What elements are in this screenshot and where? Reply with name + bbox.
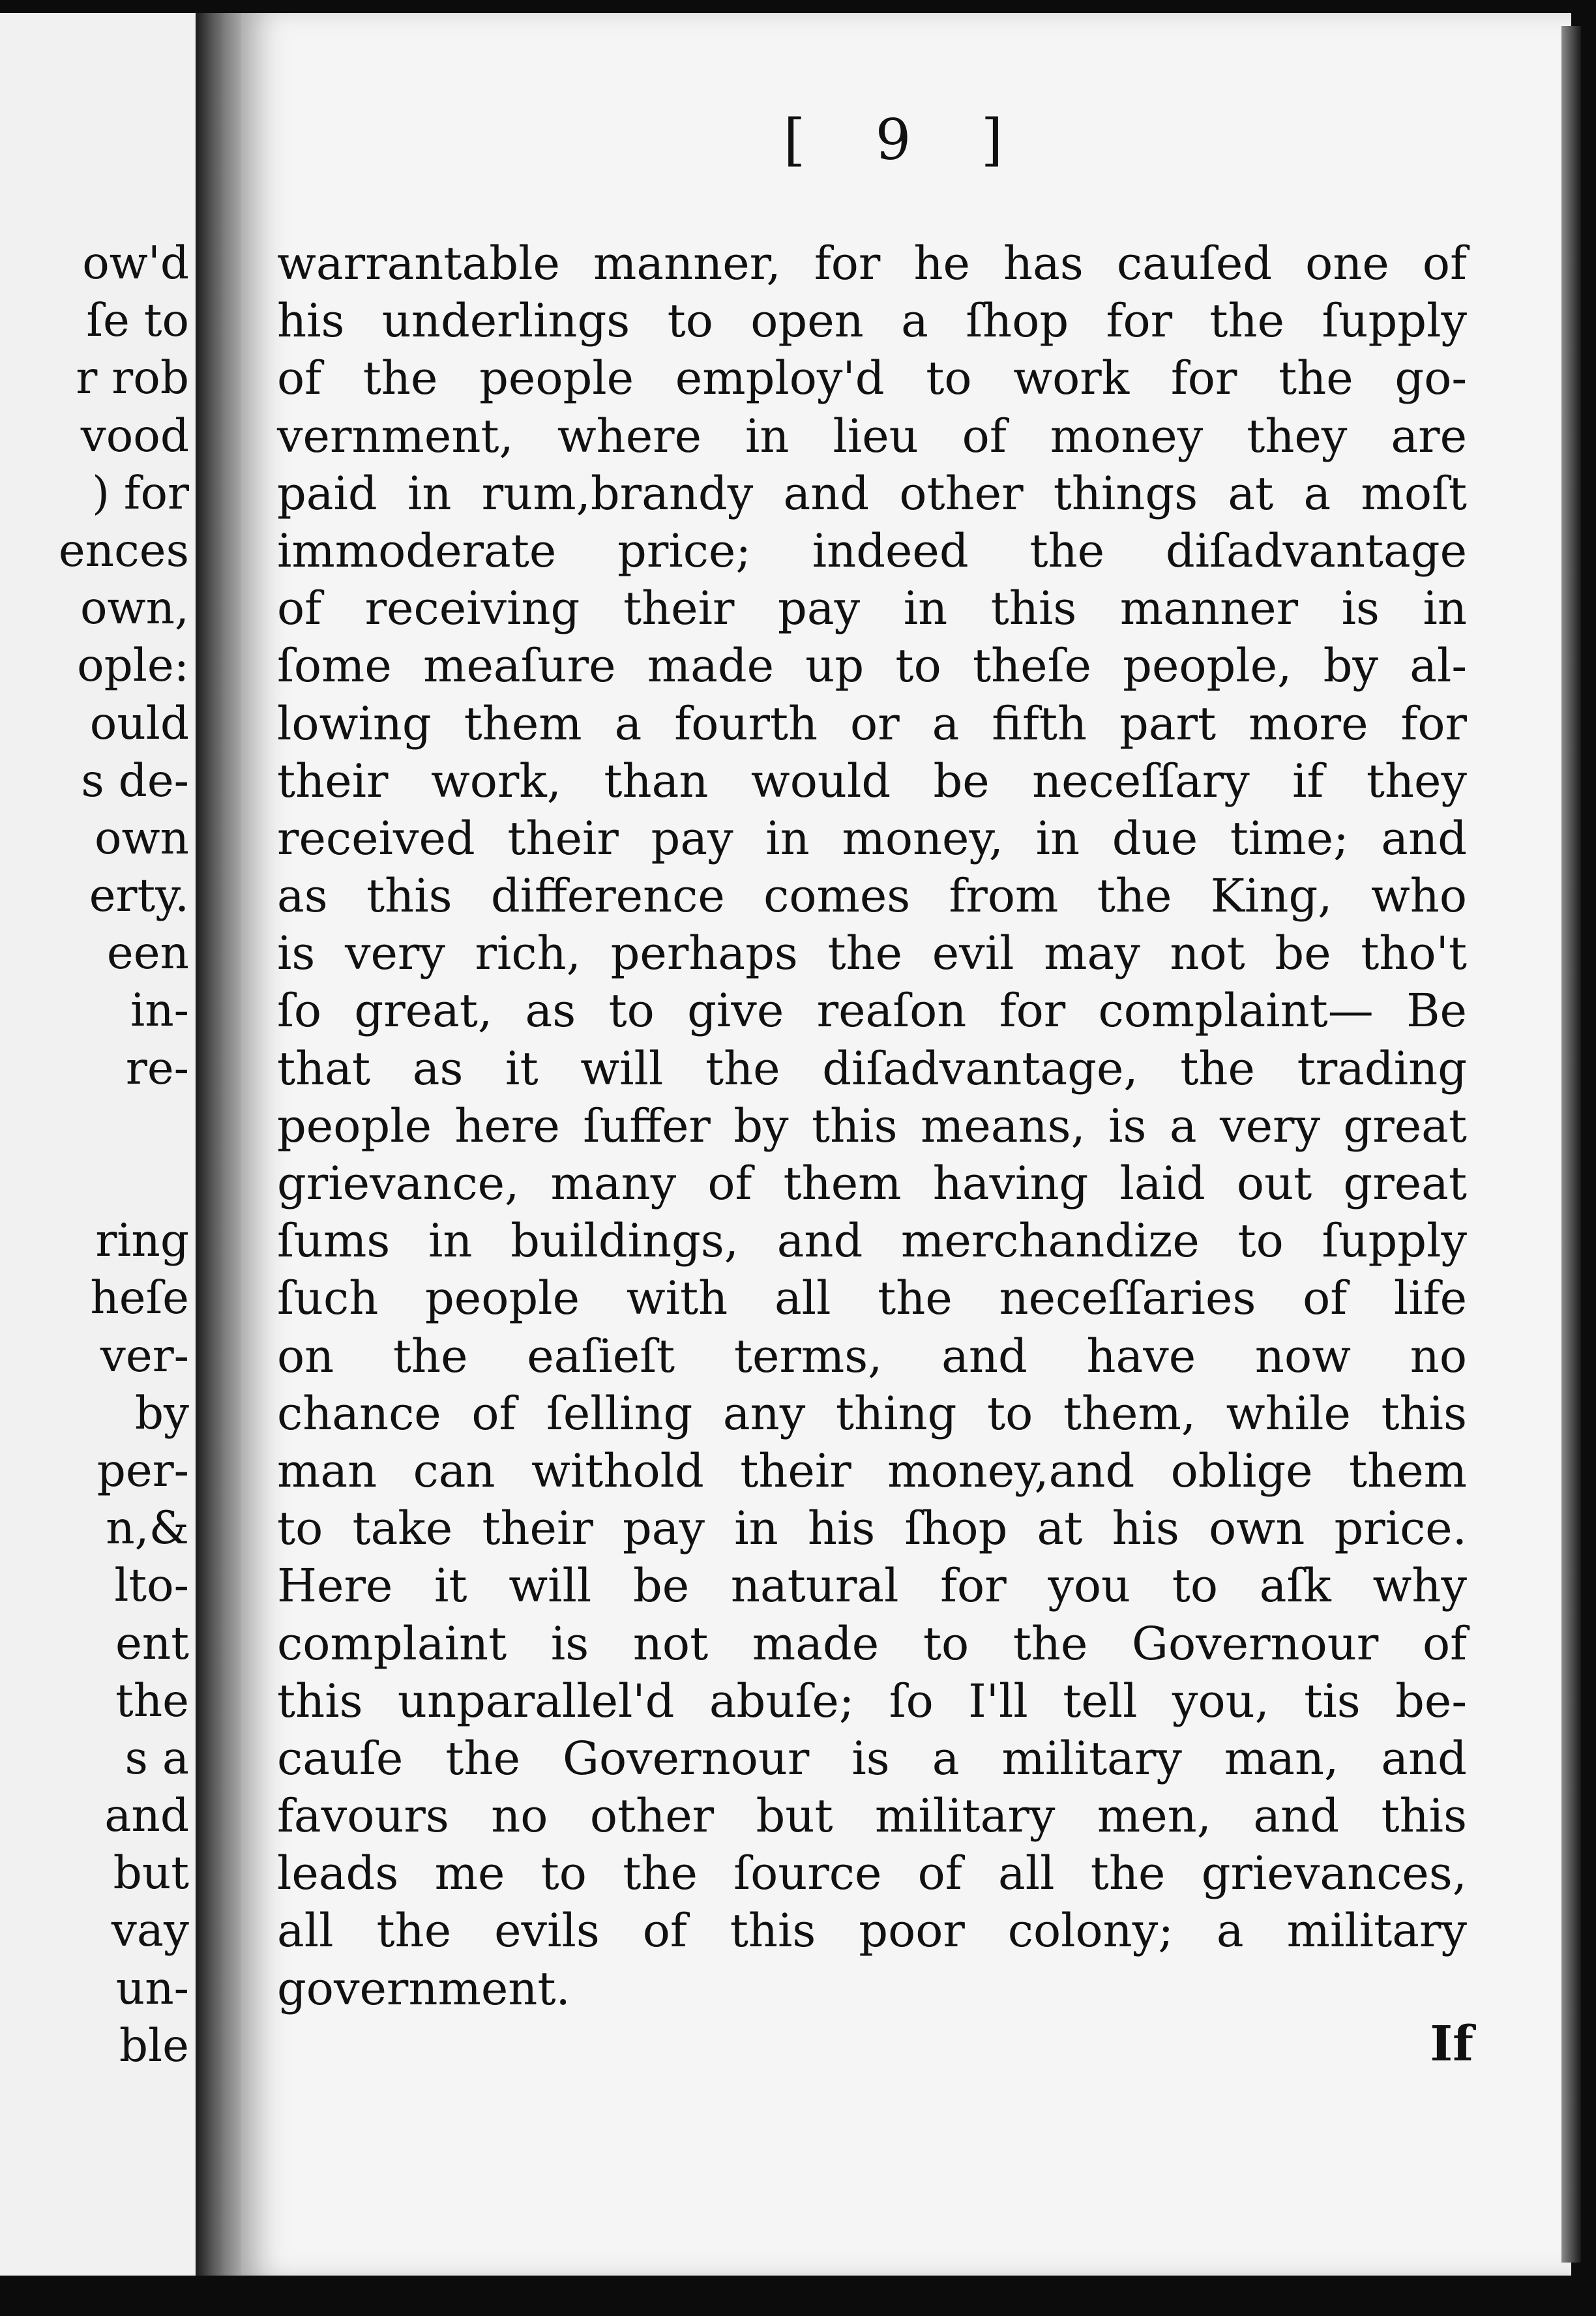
text-line: to take their pay in his ſhop at his own price.: [277, 1502, 1467, 1556]
left-fragment-line: by: [134, 1387, 189, 1440]
left-fragment-line: [59, 1097, 189, 1155]
text-line: favours no other but military men, and this: [277, 1789, 1467, 1843]
text-line: ſuch people with all the neceſſaries of life: [277, 1271, 1467, 1326]
text-line: received their pay in money, in due time; and: [277, 811, 1467, 865]
text-line: chance of ſelling any thing to them, while this: [277, 1386, 1467, 1440]
left-fragment-line: per-: [96, 1444, 189, 1497]
left-fragment-line: n,&: [106, 1502, 189, 1555]
left-fragment-line: erty.: [89, 870, 189, 923]
left-fragment-line: ent: [115, 1617, 189, 1670]
left-page: [0, 13, 196, 2276]
left-fragment-line: ble: [119, 2019, 189, 2072]
text-line: paid in rum,brandy and other things at a moſt: [277, 466, 1467, 520]
text-line: his underlings to open a ſhop for the ſupply: [277, 294, 1467, 348]
left-fragment-line: vay: [111, 1905, 189, 1957]
text-line: ſome meaſure made up to theſe people, by al-: [277, 639, 1467, 693]
left-fragment-line: ver-: [100, 1329, 189, 1382]
page-edge-shadow: [1561, 26, 1581, 2263]
left-fragment-line: vood: [80, 409, 189, 462]
body-text: [277, 235, 1467, 2017]
text-line: of receiving their pay in this manner is in: [277, 582, 1467, 636]
text-line: immoderate price; indeed the diſadvantage: [277, 524, 1467, 578]
text-line: grievance, many of them having laid out great: [277, 1157, 1467, 1210]
left-fragment-line: the: [115, 1674, 189, 1727]
text-line: their work, than would be neceſſary if they: [277, 754, 1467, 808]
left-fragment-line: re-: [125, 1042, 189, 1095]
catchword: If: [1430, 2016, 1473, 2072]
text-line: of the people employ'd to work for the go-: [277, 351, 1467, 406]
text-line: leads me to the ſource of all the grievances,: [277, 1847, 1467, 1901]
left-page-text-fragments: [59, 235, 189, 2075]
text-line: Here it will be natural for you to aſk why: [277, 1559, 1467, 1613]
left-fragment-line: in-: [130, 985, 189, 1037]
left-fragment-line: ring: [95, 1215, 189, 1268]
text-line: this unparallel'd abuſe; ſo I'll tell you, tis be-: [277, 1674, 1467, 1728]
page-number: [ 9 ]: [783, 108, 1029, 173]
left-fragment-line: heſe: [90, 1272, 189, 1325]
left-fragment-line: een: [106, 927, 189, 980]
left-fragment-line: and: [104, 1790, 189, 1843]
text-line: ſo great, as to give reaſon for complaint— Be: [277, 984, 1467, 1038]
left-fragment-line: own,: [80, 582, 189, 635]
left-fragment-line: ow'd: [82, 237, 189, 290]
text-line: as this difference comes from the King, who: [277, 869, 1467, 923]
text-line: government.: [277, 1961, 570, 2015]
text-line: people here ſuffer by this means, is a very great: [277, 1099, 1467, 1153]
text-line: that as it will the diſadvantage, the trading: [277, 1041, 1467, 1095]
left-fragment-line: r rob: [76, 352, 189, 405]
text-line: complaint is not made to the Governour of: [277, 1616, 1467, 1670]
text-line: warrantable manner, for he has cauſed one of: [277, 237, 1467, 290]
left-fragment-line: s a: [125, 1732, 189, 1785]
text-line: vernment, where in lieu of money they are: [277, 409, 1467, 463]
text-line: all the evils of this poor colony; a military: [277, 1904, 1467, 1958]
left-fragment-line: un-: [115, 1962, 189, 2015]
left-fragment-line: s de-: [81, 754, 189, 807]
text-line: is very rich, perhaps the evil may not be tho't: [277, 927, 1467, 981]
text-line: lowing them a fourth or a fifth part more for: [277, 696, 1467, 750]
text-line: man can withold their money,and oblige them: [277, 1444, 1467, 1498]
left-fragment-line: but: [113, 1847, 189, 1900]
text-line: ſums in buildings, and merchandize to ſupply: [277, 1214, 1467, 1268]
left-fragment-line: own: [94, 812, 189, 865]
left-fragment-line: ſe to: [86, 295, 189, 348]
left-fragment-line: ences: [58, 524, 189, 577]
left-fragment-line: ould: [89, 697, 189, 750]
left-fragment-line: [59, 1155, 189, 1212]
left-fragment-line: lto-: [114, 1560, 189, 1612]
text-line: on the eaſieſt terms, and have now no: [277, 1329, 1467, 1383]
text-line: cauſe the Governour is a military man, and: [277, 1731, 1467, 1785]
left-fragment-line: ) for: [92, 467, 189, 520]
left-fragment-line: ople:: [77, 640, 189, 692]
right-page: [241, 13, 1571, 2276]
